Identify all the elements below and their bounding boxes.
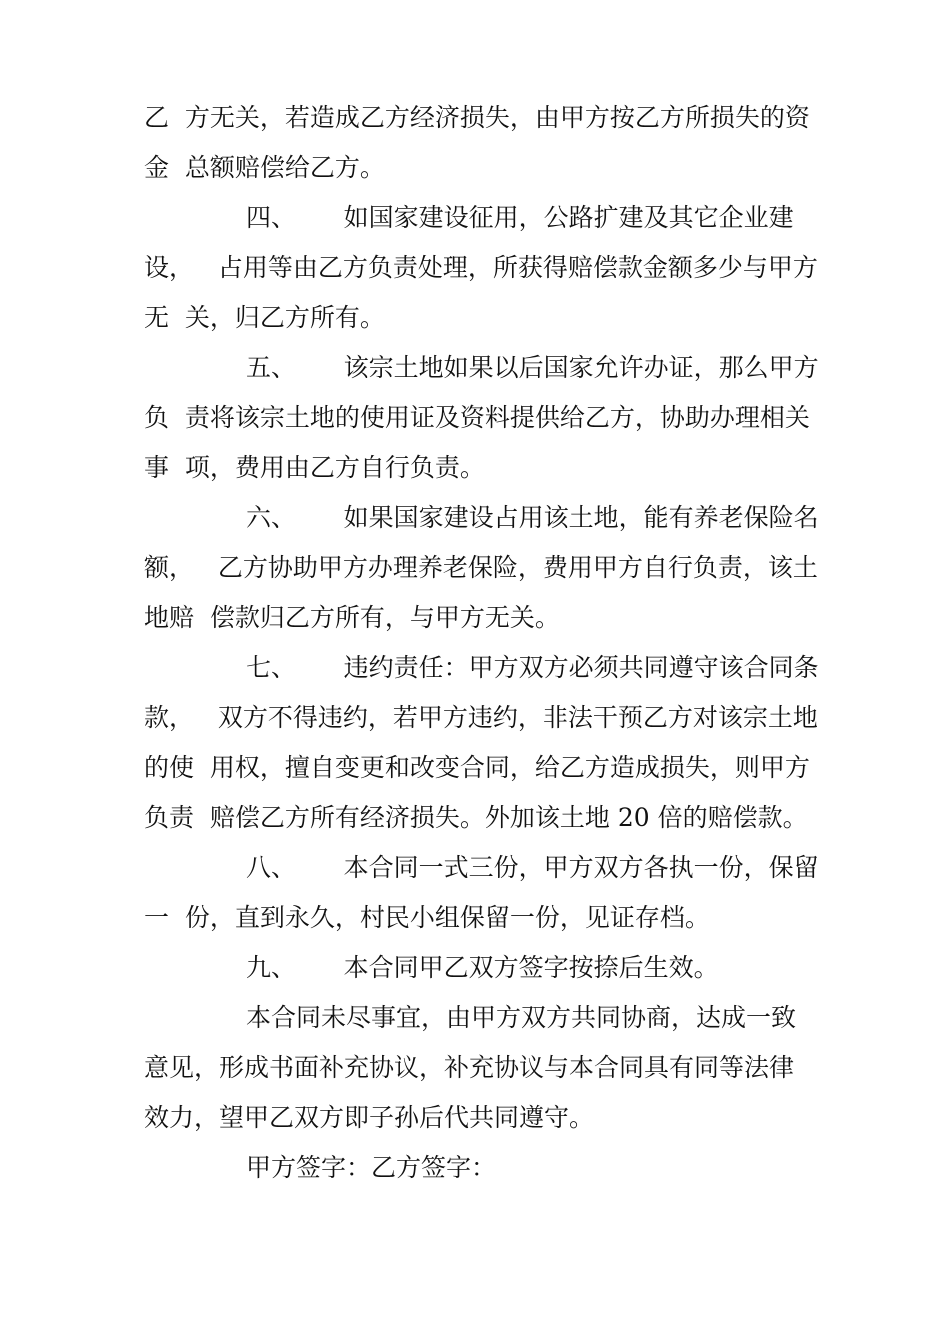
clause-heading-7: 七、 违约责任：甲方双方必须共同遵守该合同条 (246, 653, 819, 682)
clause-heading-4: 四、 如国家建设征用，公路扩建及其它企业建 (246, 203, 794, 232)
text-line: 效力，望甲乙双方即子孙后代共同遵守。 (144, 1103, 595, 1132)
text-line: 设， 占用等由乙方负责处理，所获得赔偿款金额多少与甲方 (144, 253, 818, 282)
clause-heading-8: 八、 本合同一式三份，甲方双方各执一份，保留 (246, 853, 819, 882)
text-line: 地赔 偿款归乙方所有，与甲方无关。 (144, 603, 560, 632)
text-line: 额， 乙方协助甲方办理养老保险，费用甲方自行负责，该土 (144, 553, 818, 582)
clause-heading-6: 六、 如果国家建设占用该土地，能有养老保险名 (246, 503, 819, 532)
text-line: 负责 赔偿乙方所有经济损失。外加该土地 20 倍的赔偿款。 (144, 803, 808, 832)
clause-heading-5: 五、 该宗土地如果以后国家允许办证，那么甲方 (246, 353, 819, 382)
text-line: 金 总额赔偿给乙方。 (144, 153, 385, 182)
text-line: 的使 用权，擅自变更和改变合同，给乙方造成损失，则甲方 (144, 753, 810, 782)
text-line: 意见，形成书面补充协议，补充协议与本合同具有同等法律 (144, 1053, 795, 1082)
closing-paragraph-start: 本合同未尽事宜，由甲方双方共同协商，达成一致 (246, 1003, 797, 1032)
text-line: 无 关，归乙方所有。 (144, 303, 385, 332)
text-line: 负 责将该宗土地的使用证及资料提供给乙方，协助办理相关 (144, 403, 810, 432)
text-line: 事 项，费用由乙方自行负责。 (144, 453, 485, 482)
clause-heading-9: 九、 本合同甲乙双方签字按捺后生效。 (246, 953, 719, 982)
text-line: 款， 双方不得违约，若甲方违约，非法干预乙方对该宗土地 (144, 703, 818, 732)
text-line: 一 份，直到永久，村民小组保留一份，见证存档。 (144, 903, 710, 932)
signature-line: 甲方签字：乙方签字： (246, 1153, 497, 1182)
text-line: 乙 方无关，若造成乙方经济损失，由甲方按乙方所损失的资 (144, 103, 810, 132)
